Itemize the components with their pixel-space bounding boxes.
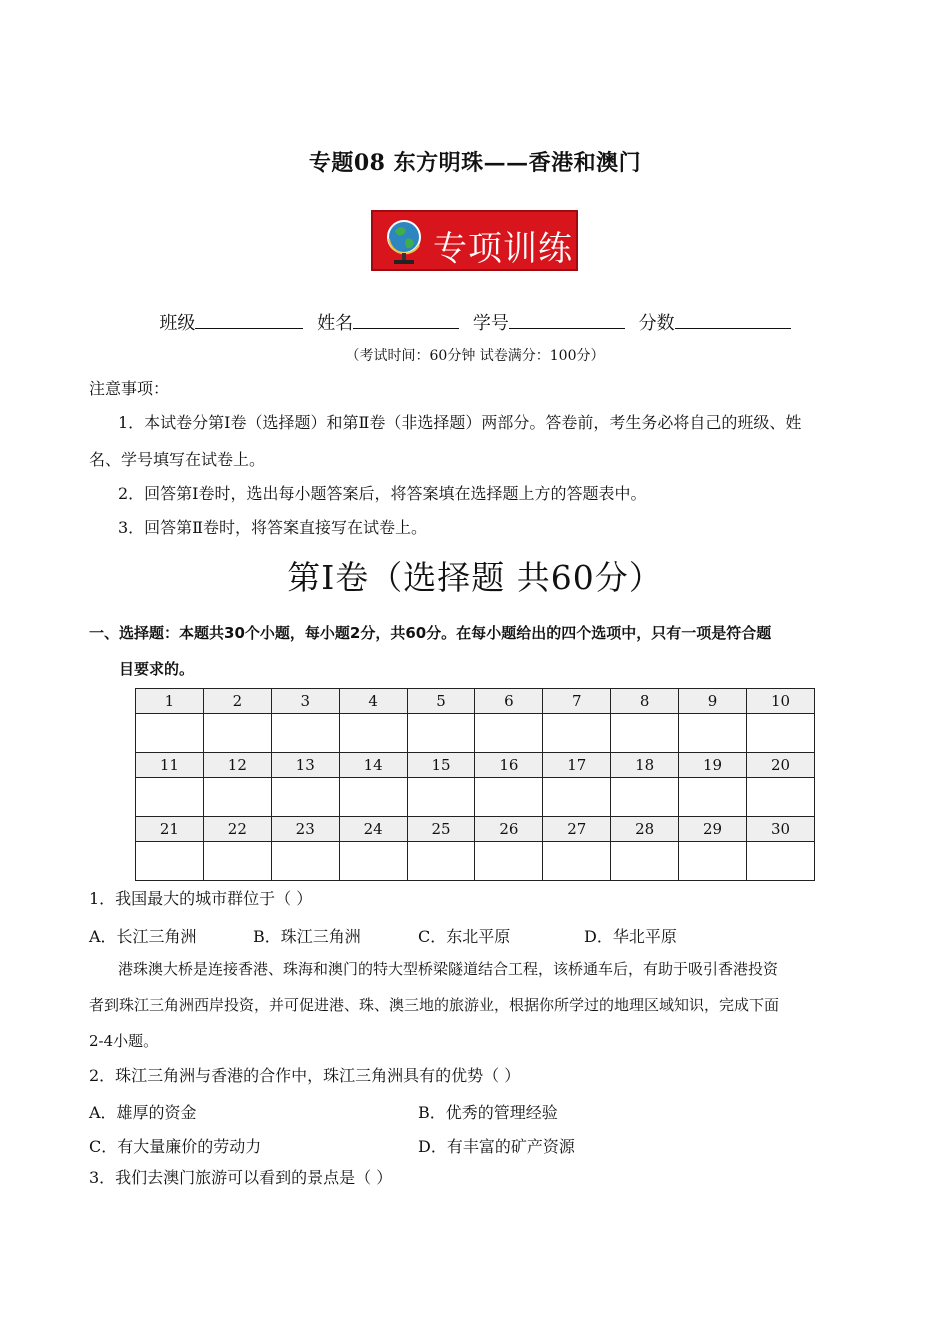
grid-number: 5 [407, 689, 475, 714]
q1-option-a: A．长江三角洲 [89, 927, 197, 946]
answer-cell[interactable] [339, 842, 407, 881]
answer-cell[interactable] [679, 778, 747, 817]
banner-text: 专项训练 [433, 229, 573, 269]
answer-cell[interactable] [407, 778, 475, 817]
answer-cell[interactable] [475, 778, 543, 817]
grid-number: 4 [339, 689, 407, 714]
answer-cell[interactable] [203, 778, 271, 817]
q2-option-d: D．有丰富的矿产资源 [418, 1137, 575, 1156]
grid-number: 21 [136, 817, 204, 842]
passage-line: 港珠澳大桥是连接香港、珠海和澳门的特大型桥梁隧道结合工程，该桥通车后，有助于吸引香港投资 [118, 960, 779, 978]
grid-number-row [136, 817, 815, 842]
grid-number: 20 [747, 753, 815, 778]
question-3-stem: 3．我们去澳门旅游可以看到的景点是（ ） [89, 1168, 393, 1187]
grid-number: 17 [543, 753, 611, 778]
answer-cell[interactable] [203, 714, 271, 753]
answer-cell[interactable] [679, 842, 747, 881]
q2-option-c: C．有大量廉价的劳动力 [89, 1137, 262, 1156]
globe-icon [381, 217, 427, 267]
grid-number: 16 [475, 753, 543, 778]
page-title: 专题08 东方明珠——香港和澳门 [308, 150, 642, 176]
answer-cell[interactable] [747, 842, 815, 881]
answer-cell[interactable] [747, 714, 815, 753]
grid-number: 26 [475, 817, 543, 842]
student-info-line [0, 309, 950, 335]
section-title: 第Ⅰ卷（选择题 共60分） [287, 558, 663, 597]
grid-number: 18 [611, 753, 679, 778]
id-label: 学号 [472, 313, 509, 334]
grid-number: 22 [203, 817, 271, 842]
question-2-stem: 2．珠江三角洲与香港的合作中，珠江三角洲具有的优势（ ） [89, 1066, 521, 1085]
answer-cell[interactable] [543, 714, 611, 753]
note-item: 1．本试卷分第Ⅰ卷（选择题）和第Ⅱ卷（非选择题）两部分。答卷前，考生务必将自己的班级、姓 [118, 413, 802, 432]
exam-meta: （考试时间：60分钟 试卷满分：100分） [345, 348, 605, 364]
banner [371, 210, 578, 271]
grid-number: 10 [747, 689, 815, 714]
grid-number: 9 [679, 689, 747, 714]
grid-number: 7 [543, 689, 611, 714]
answer-cell[interactable] [407, 842, 475, 881]
grid-number: 8 [611, 689, 679, 714]
answer-cell[interactable] [543, 778, 611, 817]
class-blank[interactable] [195, 310, 303, 329]
passage-line: 者到珠江三角洲西岸投资，并可促进港、珠、澳三地的旅游业，根据你所学过的地理区域知识，完成下面 [89, 996, 780, 1014]
passage-line: 2-4小题。 [89, 1032, 159, 1050]
grid-number: 6 [475, 689, 543, 714]
class-label: 班级 [159, 313, 196, 334]
question-1-stem: 1．我国最大的城市群位于（ ） [89, 889, 313, 908]
grid-number: 13 [271, 753, 339, 778]
answer-cell[interactable] [611, 842, 679, 881]
answer-grid [135, 688, 815, 881]
note-item: 3．回答第Ⅱ卷时，将答案直接写在试卷上。 [118, 518, 428, 537]
grid-number-row [136, 753, 815, 778]
answer-cell[interactable] [407, 714, 475, 753]
answer-cell[interactable] [475, 714, 543, 753]
answer-cell[interactable] [611, 714, 679, 753]
answer-cell[interactable] [203, 842, 271, 881]
grid-number: 27 [543, 817, 611, 842]
grid-number-row [136, 689, 815, 714]
grid-number: 3 [271, 689, 339, 714]
id-blank[interactable] [509, 310, 625, 329]
grid-number: 15 [407, 753, 475, 778]
q1-option-b: B．珠江三角洲 [253, 927, 361, 946]
answer-cell[interactable] [747, 778, 815, 817]
grid-number: 1 [136, 689, 204, 714]
answer-cell[interactable] [339, 778, 407, 817]
grid-answer-row [136, 842, 815, 881]
answer-cell[interactable] [136, 778, 204, 817]
q1-option-c: C．东北平原 [418, 927, 511, 946]
instruction-line: 目要求的。 [119, 660, 195, 678]
instruction-line: 一、选择题：本题共30个小题，每小题2分，共60分。在每小题给出的四个选项中，只有一项是符合题 [89, 624, 772, 642]
grid-number: 11 [136, 753, 204, 778]
score-label: 分数 [638, 313, 675, 334]
answer-cell[interactable] [271, 778, 339, 817]
grid-answer-row [136, 714, 815, 753]
answer-cell[interactable] [339, 714, 407, 753]
grid-number: 14 [339, 753, 407, 778]
grid-number: 24 [339, 817, 407, 842]
name-label: 姓名 [317, 313, 354, 334]
grid-number: 23 [271, 817, 339, 842]
answer-cell[interactable] [679, 714, 747, 753]
q1-option-d: D．华北平原 [584, 927, 677, 946]
grid-number: 2 [203, 689, 271, 714]
grid-answer-row [136, 778, 815, 817]
name-blank[interactable] [353, 310, 459, 329]
note-item: 2．回答第Ⅰ卷时，选出每小题答案后，将答案填在选择题上方的答题表中。 [118, 484, 647, 503]
grid-number: 30 [747, 817, 815, 842]
grid-number: 29 [679, 817, 747, 842]
grid-number: 12 [203, 753, 271, 778]
q2-option-b: B．优秀的管理经验 [418, 1103, 558, 1122]
grid-number: 19 [679, 753, 747, 778]
notes-heading: 注意事项： [89, 379, 170, 398]
note-item: 名、学号填写在试卷上。 [89, 450, 266, 469]
answer-cell[interactable] [611, 778, 679, 817]
answer-cell[interactable] [271, 714, 339, 753]
answer-cell[interactable] [136, 714, 204, 753]
answer-cell[interactable] [136, 842, 204, 881]
grid-number: 25 [407, 817, 475, 842]
grid-number: 28 [611, 817, 679, 842]
score-blank[interactable] [675, 310, 791, 329]
q2-option-a: A．雄厚的资金 [89, 1103, 197, 1122]
answer-cell[interactable] [271, 842, 339, 881]
answer-cell[interactable] [543, 842, 611, 881]
answer-cell[interactable] [475, 842, 543, 881]
